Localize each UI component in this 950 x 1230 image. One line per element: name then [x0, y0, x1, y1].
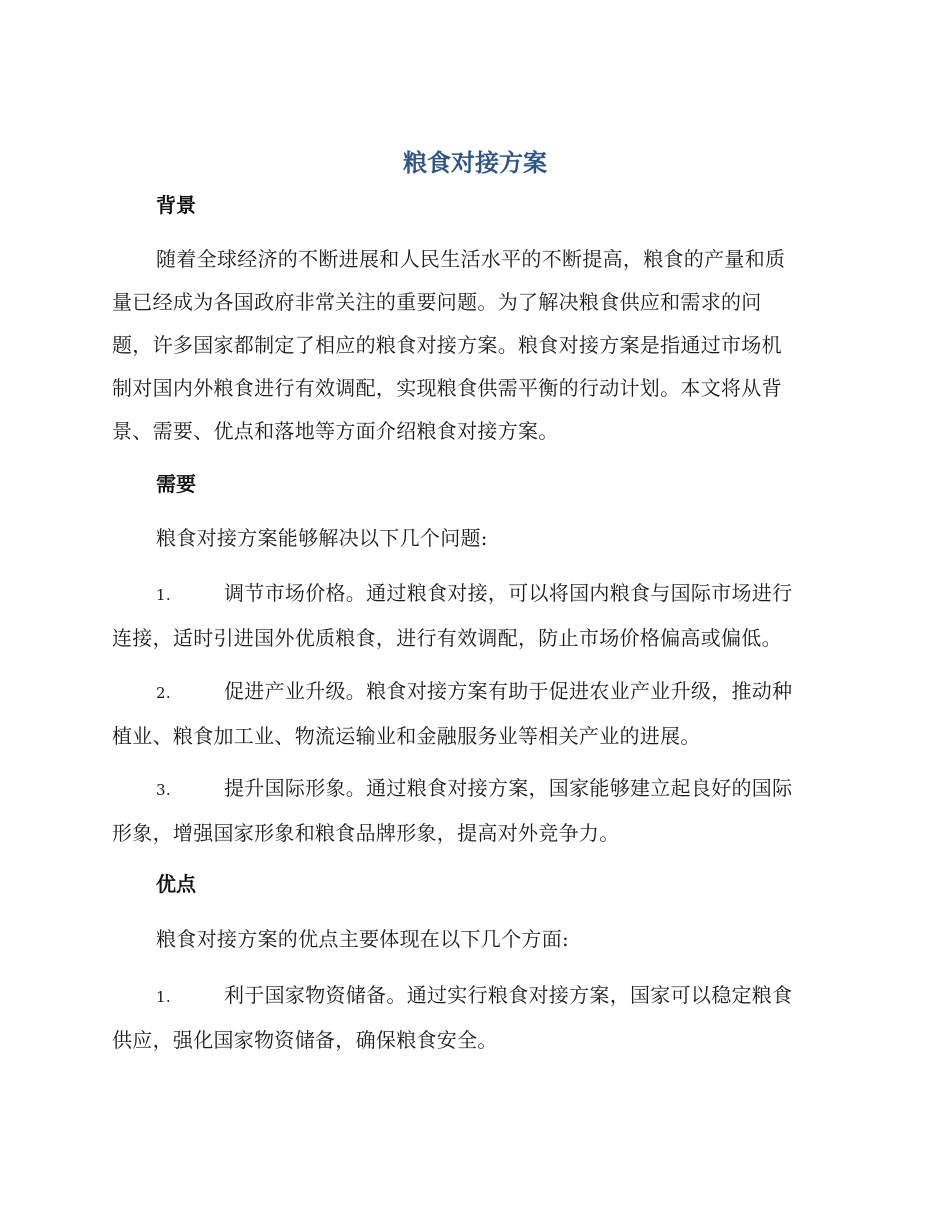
paragraph-line: 粮食对接方案能够解决以下几个问题:	[156, 526, 488, 550]
list-number: 1.	[156, 988, 171, 1006]
section-heading-needs: 需要	[156, 472, 196, 496]
paragraph-line: 题，许多国家都制定了相应的粮食对接方案。粮食对接方案是指通过市场机	[112, 333, 782, 357]
list-item-text: 促进产业升级。粮食对接方案有助于促进农业产业升级，推动种	[224, 679, 793, 703]
paragraph-line: 制对国内外粮食进行有效调配，实现粮食供需平衡的行动计划。本文将从背	[112, 376, 782, 400]
paragraph-line: 随着全球经济的不断进展和人民生活水平的不断提高，粮食的产量和质	[156, 247, 786, 271]
list-item-text: 形象，增强国家形象和粮食品牌形象，提高对外竞争力。	[112, 821, 620, 845]
list-number: 2.	[156, 684, 171, 702]
list-item-text: 提升国际形象。通过粮食对接方案，国家能够建立起良好的国际	[224, 776, 793, 800]
needs-list-item-3	[112, 767, 832, 855]
needs-list-item-2	[112, 670, 832, 758]
document-title: 粮食对接方案	[403, 149, 547, 177]
advantages-intro	[112, 918, 832, 961]
list-number: 3.	[156, 781, 171, 799]
background-paragraph	[112, 238, 832, 453]
needs-intro	[112, 517, 832, 560]
list-item-text: 供应，强化国家物资储备，确保粮食安全。	[112, 1028, 498, 1052]
list-number: 1.	[156, 586, 171, 604]
list-item-text: 调节市场价格。通过粮食对接，可以将国内粮食与国际市场进行	[224, 581, 793, 605]
paragraph-line: 粮食对接方案的优点主要体现在以下几个方面:	[156, 927, 570, 951]
section-heading-advantages: 优点	[156, 872, 196, 896]
needs-list-item-1	[112, 572, 832, 660]
list-item-text: 连接，适时引进国外优质粮食，进行有效调配，防止市场价格偏高或偏低。	[112, 626, 782, 650]
list-item-text: 植业、粮食加工业、物流运输业和金融服务业等相关产业的进展。	[112, 724, 701, 748]
list-item-text: 利于国家物资储备。通过实行粮食对接方案，国家可以稳定粮食	[224, 983, 793, 1007]
section-heading-background: 背景	[156, 193, 196, 217]
paragraph-line: 量已经成为各国政府非常关注的重要问题。为了解决粮食供应和需求的问	[112, 290, 762, 314]
advantages-list-item-1	[112, 974, 832, 1062]
paragraph-line: 景、需要、优点和落地等方面介绍粮食对接方案。	[112, 419, 559, 443]
